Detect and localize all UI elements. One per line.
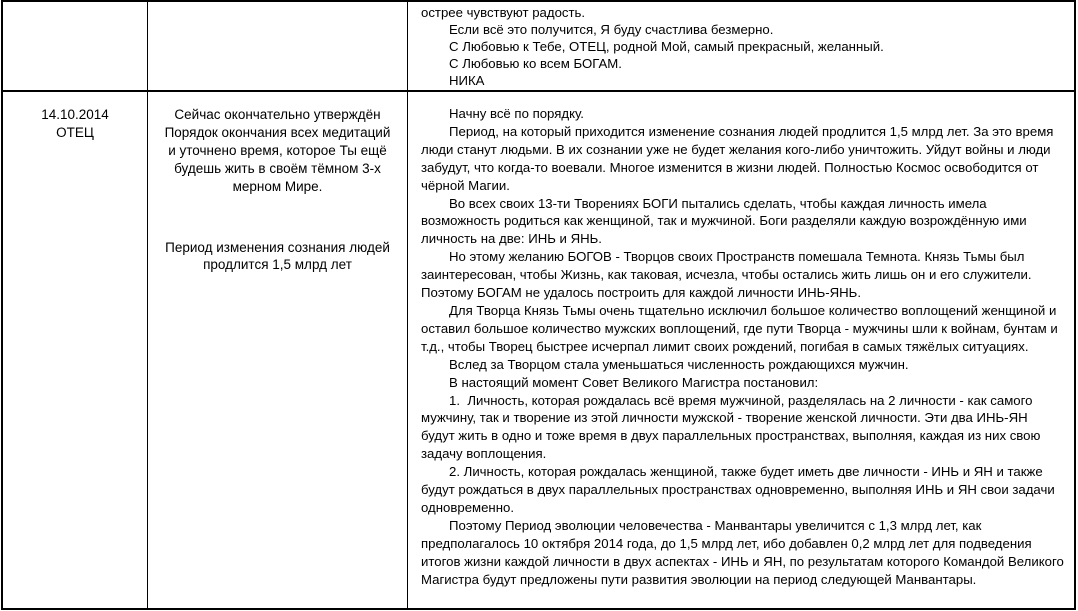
prev-entry-summary-cell (147, 2, 407, 92)
document-table (1, 0, 1076, 610)
body-paragraph: Если всё это получится, Я буду счастлива безмерно. (449, 22, 774, 37)
entry-summary-cell (147, 92, 407, 608)
prev-entry-date-cell (3, 2, 147, 92)
body-paragraph: Начну всё по порядку. (449, 106, 584, 121)
entry-author: ОТЕЦ (56, 124, 94, 140)
body-paragraph: Во всех своих 13-ти Творениях БОГИ пытались сделать, чтобы каждая личность имела возможность родиться как женщиной, так и мужчиной. Боги разделяли каждую возрождённую ими личность на две: ИНЬ и ЯНЬ. (421, 195, 1031, 247)
entry-date: 14.10.2014 (41, 107, 109, 122)
entry-body-cell (407, 92, 1074, 608)
body-paragraph: НИКА (449, 73, 485, 88)
prev-entry-body-cell (407, 2, 1074, 92)
body-paragraph: Вслед за Творцом стала уменьшаться численность рождающихся мужчин. (449, 356, 909, 372)
body-paragraph: 2. Личность, которая рождалась женщиной, также будет иметь две личности - ИНЬ и ЯН и также будут рождаться в двух параллельных пространствах одновременно, выполняя ИНЬ и ЯН свои задачи одновременно. (421, 464, 1059, 515)
entry-date-cell (3, 92, 147, 608)
summary-paragraph: Период изменения сознания людей продлится 1,5 млрд лет (165, 239, 390, 273)
body-paragraph: острее чувствуют радость. (421, 5, 586, 20)
body-paragraph: Поэтому Период эволюции человечества - Манвантары увеличится с 1,3 млрд лет, как предполагалось 10 октября 2014 года, до 1,5 млрд лет, ибо добавлен 0,2 млрд лет для подведения итогов жизни каждой личности в двух аспектах - ИНЬ и ЯН, по результатам которого Командой Великого Магистра будут предложены пути развития эволюции на период следующей Манвантары. (421, 517, 1068, 587)
body-paragraph: В настоящий момент Совет Великого Магистра постановил: (449, 374, 819, 390)
body-paragraph: С Любовью ко всем БОГАМ. (449, 56, 622, 71)
body-paragraph: Период, на который приходится изменение сознания людей продлится 1,5 млрд лет. За это время люди станут людьми. В их сознании уже не будет желания кого-либо уничтожить. Уйдут войны и люди забудут, что когда-то воевали. Многое изменится в жизни людей. Полностью Космос освободится от чёрной Магии. (421, 123, 1058, 193)
body-paragraph: Для Творца Князь Тьмы очень тщательно исключил большое количество воплощений женщиной и оставил большое количество мужских воплощений, где пути Творца - мужчины шли к войнам, бунтам и т.д., чтобы Творец быстрее исчерпал лимит своих рождений, погибая в самых тяжёлых ситуациях. (421, 302, 1062, 354)
body-paragraph: 1. Личность, которая рождалась всё время мужчиной, разделялась на 2 личности - как самого мужчину, так и творение из этой личности мужской - творение женской личности. Эти два ИНЬ-ЯН будут жить в одно и тоже время в двух параллельных пространствах, выполняя, каждая из них свою задачу воплощения. (421, 392, 1045, 462)
summary-paragraph: Сейчас окончательно утверждён Порядок окончания всех медитаций и уточнено время, которое Ты ещё будешь жить в своём тёмном 3-х мерном Мире. (164, 107, 391, 194)
body-paragraph: С Любовью к Тебе, ОТЕЦ, родной Мой, самый прекрасный, желанный. (449, 39, 884, 54)
body-paragraph: Но этому желанию БОГОВ - Творцов своих Пространств помешала Темнота. Князь Тьмы был заинтересован, чтобы Жизнь, как таковая, исчезла, чтобы остались жить лишь он и его служители. Поэтому БОГАМ не удалось построить для каждой личности ИНЬ-ЯНЬ. (421, 249, 1036, 301)
